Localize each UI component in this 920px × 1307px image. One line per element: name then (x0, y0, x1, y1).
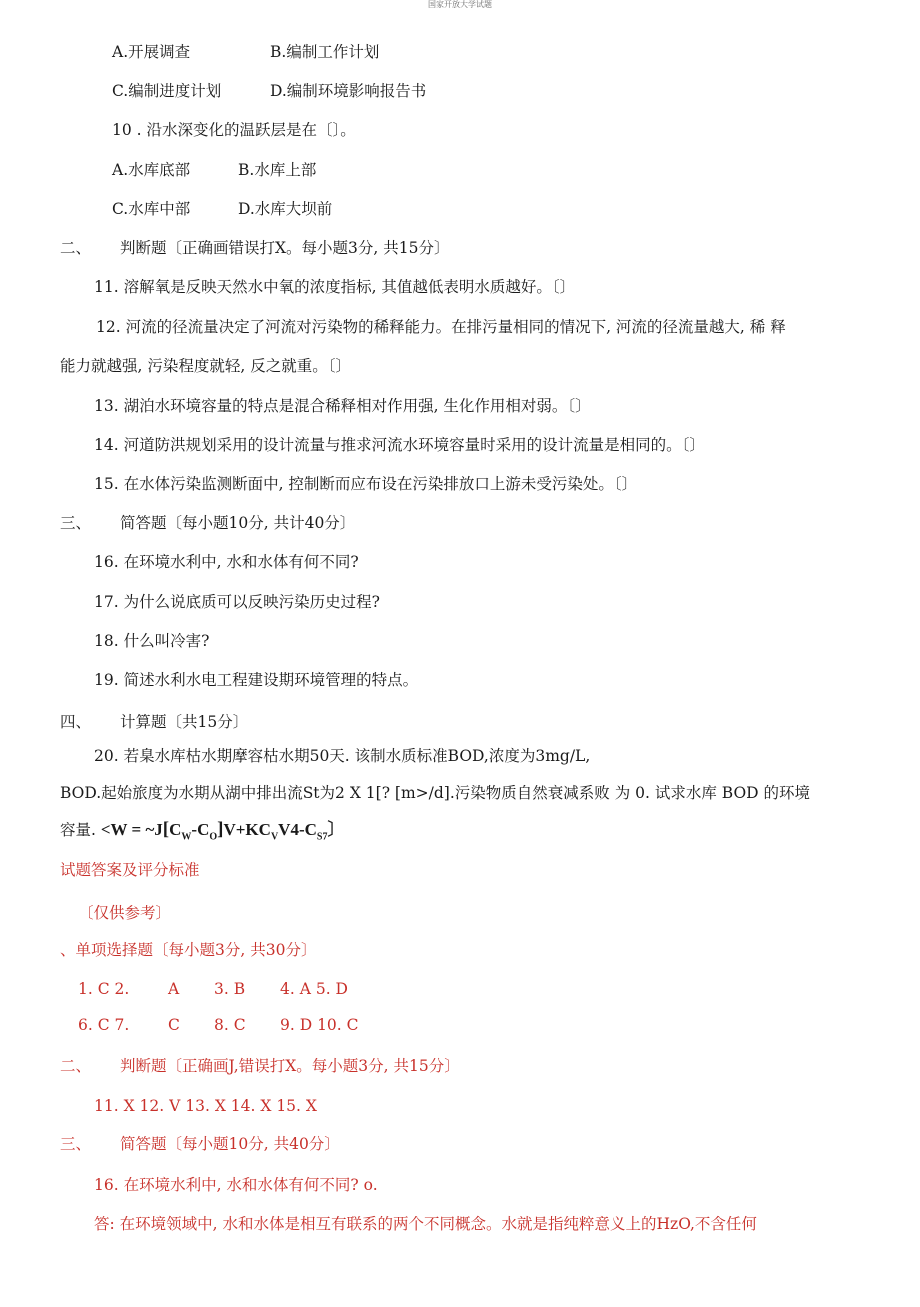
answers-row-2-b: C (168, 1016, 180, 1034)
answers-row-1-d: 4. A 5. D (280, 980, 348, 998)
section-4-number: 四、 (60, 713, 92, 731)
answers-16-text: 答: 在环境领域中, 水和水体是相互有联系的两个不同概念。水就是指纯粹意义上的HzO,不含任何 (94, 1215, 757, 1233)
section-2-title: 判断题〔正确画错误打X。每小题3分, 共15分〕 (120, 239, 450, 257)
section-3-title: 简答题〔每小题10分, 共计40分〕 (120, 514, 356, 532)
capacity-formula: $<W = \sim J[C_W-C_O]V+KC_VV4-C_{S7}$〕 (100, 819, 345, 843)
answers-section-2-title: 判断题〔正确画J,错误打X。每小题3分, 共15分〕 (120, 1057, 460, 1075)
q10-option-c: C.水库中部 (112, 200, 191, 218)
question-14: 14. 河道防洪规划采用的设计流量与推求河流水环境容量时采用的设计流量是相同的。〔〕 (94, 436, 705, 454)
page-header: 国家开放大学试题 (428, 0, 492, 9)
q10-option-a: A.水库底部 (112, 161, 191, 179)
question-20-line-1: 20. 若臬水库枯水期摩容枯水期50天. 该制水质标准BOD,浓度为3mg/L, (94, 747, 591, 765)
section-4-title: 计算题〔共15分〕 (120, 713, 249, 731)
answers-row-1-a: 1. C 2. (78, 980, 130, 998)
question-16: 16. 在环境水利中, 水和水体有何不同? (94, 553, 359, 571)
question-20-line-3 (60, 820, 344, 847)
answers-section-2-number: 二、 (60, 1057, 92, 1075)
q10-option-b: B.水库上部 (238, 161, 317, 179)
answers-question-16: 16. 在环境水利中, 水和水体有何不同? o. (94, 1176, 378, 1194)
answers-row-2-d: 9. D 10. C (280, 1016, 359, 1034)
q9-option-c: C.编制进度计划 (112, 82, 222, 100)
q9-option-b: B.编制工作计划 (270, 43, 380, 61)
question-19: 19. 简述水利水电工程建设期环境管理的特点。 (94, 671, 419, 689)
answers-row-2-c: 8. C (214, 1016, 246, 1034)
answers-row-2-a: 6. C 7. (78, 1016, 130, 1034)
answers-section-1-title: 、单项选择题〔每小题3分, 共30分〕 (60, 941, 317, 959)
question-11: 11. 溶解氧是反映天然水中氧的浓度指标, 其值越低表明水质越好。〔〕 (94, 278, 576, 296)
answers-row-1-c: 3. B (214, 980, 246, 998)
question-12-line-2: 能力就越强, 污染程度就轻, 反之就重。〔〕 (60, 357, 351, 375)
answers-title: 试题答案及评分标准 (60, 861, 200, 879)
q10-stem: 10 . 沿水深变化的温跃层是在〔〕。 (112, 121, 356, 139)
answers-section-3-number: 三、 (60, 1135, 92, 1153)
answers-section-3-title: 简答题〔每小题10分, 共40分〕 (120, 1135, 340, 1153)
question-13: 13. 湖泊水环境容量的特点是混合稀释相对作用强, 生化作用相对弱。〔〕 (94, 397, 591, 415)
answers-true-false: 11. X 12. V 13. X 14. X 15. X (94, 1097, 317, 1115)
question-20-line-2: BOD.起始旅度为水期从湖中排出流St为2 X 1[? [m>/d].污染物质自然衰减系败 为 0. 试求水库 BOD 的环境 (60, 784, 811, 802)
section-3-number: 三、 (60, 514, 92, 532)
question-18: 18. 什么叫冷害? (94, 632, 210, 650)
answers-row-1-b: A (168, 980, 180, 998)
question-20-capacity-label: 容量. (60, 821, 96, 839)
question-15: 15. 在水体污染监测断面中, 控制断而应布设在污染排放口上游未受污染处。〔〕 (94, 475, 638, 493)
answers-reference-note: 〔仅供参考〕 (78, 904, 172, 922)
q9-option-a: A.开展调查 (112, 43, 191, 61)
q9-option-d: D.编制环境影响报告书 (270, 82, 427, 100)
question-17: 17. 为什么说底质可以反映污染历史过程? (94, 593, 380, 611)
question-12-line-1: 12. 河流的径流量决定了河流对污染物的稀释能力。在排污量相同的情况下, 河流的径流量越大, 稀 释 (96, 318, 786, 336)
section-2-number: 二、 (60, 239, 92, 257)
q10-option-d: D.水库大坝前 (238, 200, 333, 218)
